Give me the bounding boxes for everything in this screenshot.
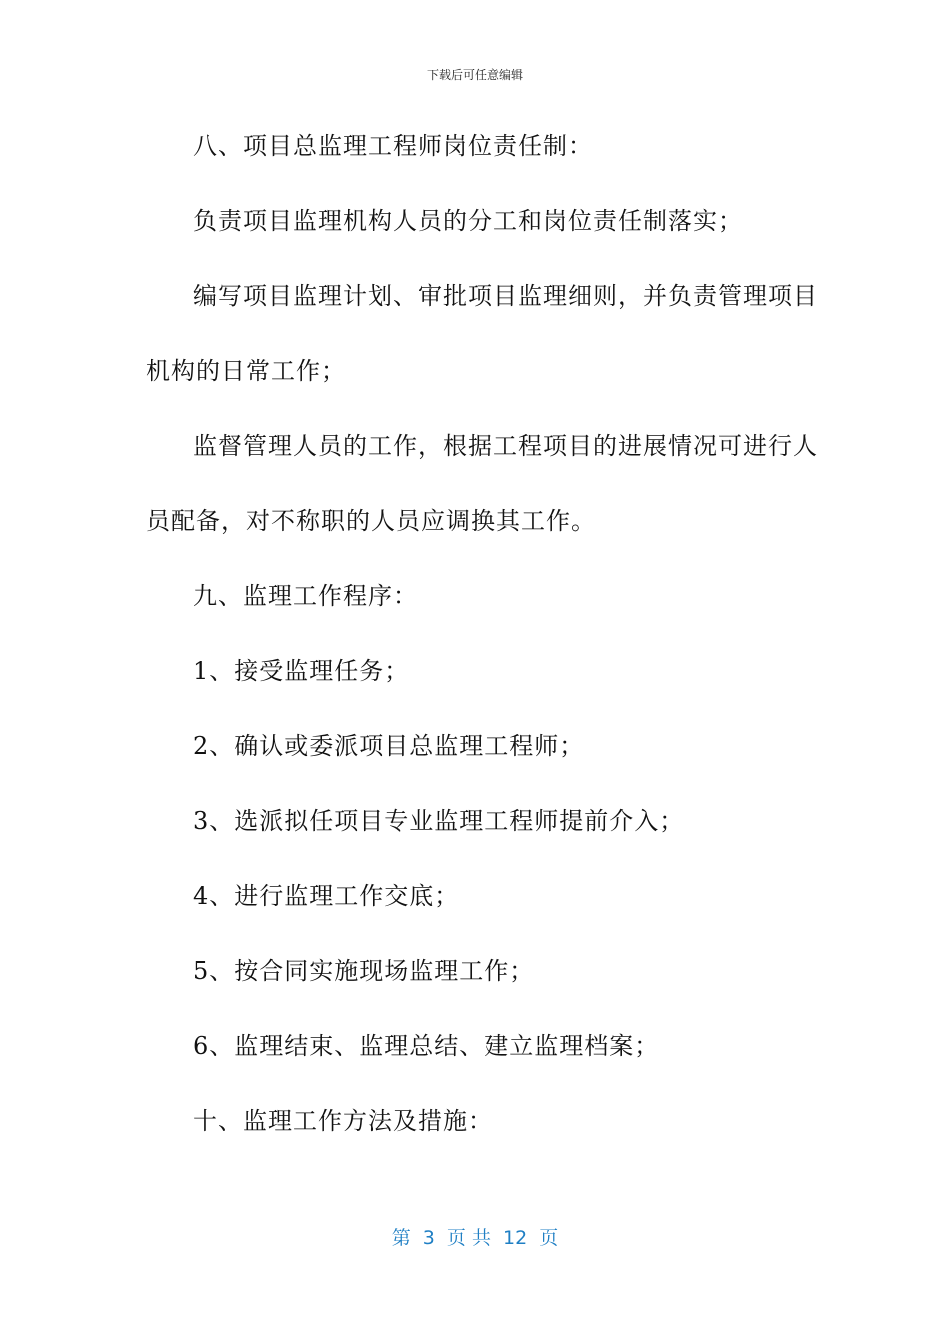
paragraph-line: 负责项目监理机构人员的分工和岗位责任制落实； bbox=[193, 207, 743, 235]
paragraph-line: 机构的日常工作； bbox=[146, 357, 346, 385]
paragraph-line: 监督管理人员的工作，根据工程项目的进展情况可进行人 bbox=[193, 432, 818, 460]
section-heading-10: 十、监理工作方法及措施： bbox=[193, 1107, 493, 1135]
list-item: 2、确认或委派项目总监理工程师； bbox=[193, 732, 585, 760]
list-item: 3、选派拟任项目专业监理工程师提前介入； bbox=[193, 807, 685, 835]
paragraph-line: 编写项目监理计划、审批项目监理细则，并负责管理项目 bbox=[193, 282, 818, 310]
list-item: 4、进行监理工作交底； bbox=[193, 882, 460, 910]
list-item: 1、接受监理任务； bbox=[193, 657, 410, 685]
section-heading-9: 九、监理工作程序： bbox=[193, 582, 418, 610]
page-number-footer: 第 3 页 共 12 页 bbox=[391, 1227, 559, 1249]
list-item: 5、按合同实施现场监理工作； bbox=[193, 957, 535, 985]
paragraph-line: 员配备，对不称职的人员应调换其工作。 bbox=[146, 507, 596, 535]
section-heading-8: 八、项目总监理工程师岗位责任制： bbox=[193, 132, 593, 160]
page-header-note: 下载后可任意编辑 bbox=[426, 68, 523, 82]
list-item: 6、监理结束、监理总结、建立监理档案； bbox=[193, 1032, 660, 1060]
